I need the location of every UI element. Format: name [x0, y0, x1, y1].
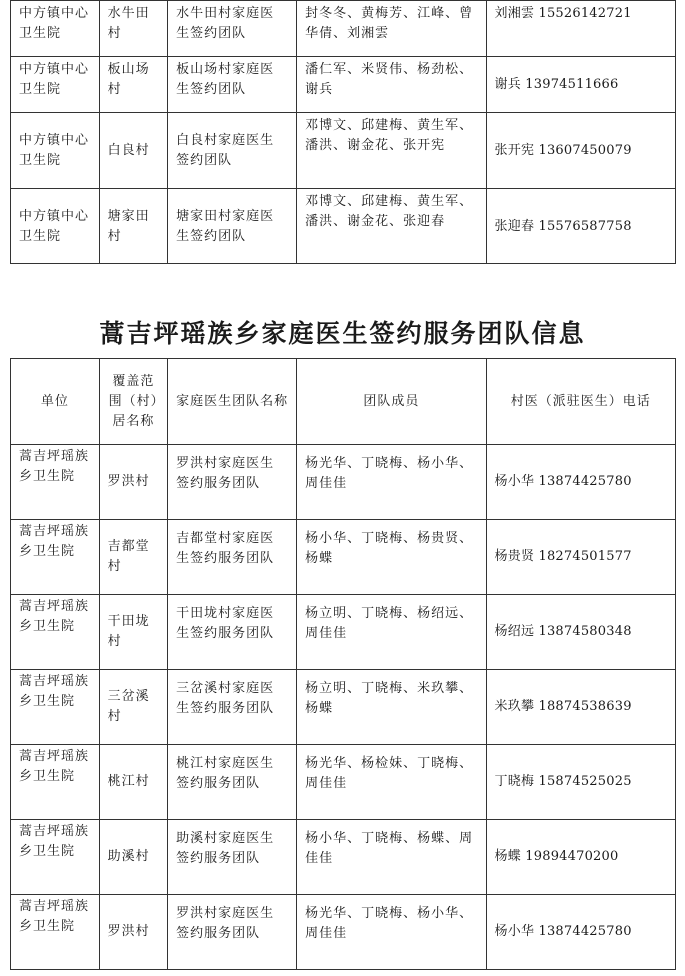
- table-row: [11, 57, 676, 113]
- members-cell: 邓博文、邱建梅、黄生军、潘洪、谢金花、张迎春: [297, 189, 486, 264]
- table-row: [11, 113, 676, 189]
- doctor-phone-cell: 杨蝶 19894470200: [486, 820, 675, 895]
- unit-cell: 中方镇中心卫生院: [11, 189, 100, 264]
- members-cell: 杨小华、丁晓梅、杨蝶、周佳佳: [297, 820, 486, 895]
- unit-cell: 蒿吉坪瑶族乡卫生院: [11, 670, 100, 745]
- team-cell: 助溪村家庭医生签约服务团队: [168, 820, 297, 895]
- doctor-phone-cell: 杨贵贤 18274501577: [486, 520, 675, 595]
- doctor-phone-cell: 张开宪 13607450079: [486, 113, 675, 189]
- doctor-phone-cell: 杨绍远 13874580348: [486, 595, 675, 670]
- table-header-row: [11, 359, 676, 445]
- doctor-phone-cell: 谢兵 13974511666: [486, 57, 675, 113]
- team-cell: 罗洪村家庭医生签约服务团队: [168, 895, 297, 970]
- table-row: [11, 820, 676, 895]
- village-cell: 桃江村: [99, 745, 168, 820]
- table-row: [11, 520, 676, 595]
- team-cell: 三岔溪村家庭医生签约服务团队: [168, 670, 297, 745]
- unit-cell: 中方镇中心卫生院: [11, 1, 100, 57]
- table-row: [11, 895, 676, 970]
- village-cell: 干田垅村: [99, 595, 168, 670]
- village-cell: 白良村: [99, 113, 168, 189]
- header-doctor-phone: 村医（派驻医生）电话: [486, 359, 675, 445]
- village-cell: 罗洪村: [99, 445, 168, 520]
- team-cell: 板山场村家庭医生签约团队: [168, 57, 297, 113]
- village-cell: 罗洪村: [99, 895, 168, 970]
- members-cell: 潘仁军、米贤伟、杨劲松、谢兵: [297, 57, 486, 113]
- members-cell: 杨光华、丁晓梅、杨小华、周佳佳: [297, 895, 486, 970]
- team-cell: 吉都堂村家庭医生签约服务团队: [168, 520, 297, 595]
- members-cell: 杨立明、丁晓梅、米玖攀、杨蝶: [297, 670, 486, 745]
- team-cell: 罗洪村家庭医生签约服务团队: [168, 445, 297, 520]
- members-cell: 封冬冬、黄梅芳、江峰、曾华倩、刘湘雲: [297, 1, 486, 57]
- members-cell: 杨光华、杨检妹、丁晓梅、周佳佳: [297, 745, 486, 820]
- team-cell: 白良村家庭医生签约团队: [168, 113, 297, 189]
- doctor-phone-cell: 米玖攀 18874538639: [486, 670, 675, 745]
- unit-cell: 蒿吉坪瑶族乡卫生院: [11, 745, 100, 820]
- unit-cell: 蒿吉坪瑶族乡卫生院: [11, 820, 100, 895]
- table-row: [11, 670, 676, 745]
- unit-cell: 蒿吉坪瑶族乡卫生院: [11, 520, 100, 595]
- unit-cell: 蒿吉坪瑶族乡卫生院: [11, 445, 100, 520]
- table-row: [11, 1, 676, 57]
- doctor-phone-cell: 刘湘雲 15526142721: [486, 1, 675, 57]
- header-team: 家庭医生团队名称: [168, 359, 297, 445]
- members-cell: 邓博文、邱建梅、黄生军、潘洪、谢金花、张开宪: [297, 113, 486, 189]
- table-row: [11, 445, 676, 520]
- members-cell: 杨立明、丁晓梅、杨绍远、周佳佳: [297, 595, 486, 670]
- header-unit: 单位: [11, 359, 100, 445]
- top-table: [10, 0, 676, 264]
- members-cell: 杨光华、丁晓梅、杨小华、周佳佳: [297, 445, 486, 520]
- unit-cell: 中方镇中心卫生院: [11, 113, 100, 189]
- team-cell: 干田垅村家庭医生签约服务团队: [168, 595, 297, 670]
- team-cell: 桃江村家庭医生签约服务团队: [168, 745, 297, 820]
- unit-cell: 中方镇中心卫生院: [11, 57, 100, 113]
- village-cell: 塘家田村: [99, 189, 168, 264]
- village-cell: 三岔溪村: [99, 670, 168, 745]
- village-cell: 助溪村: [99, 820, 168, 895]
- table-row: [11, 745, 676, 820]
- members-cell: 杨小华、丁晓梅、杨贵贤、杨蝶: [297, 520, 486, 595]
- header-members: 团队成员: [297, 359, 486, 445]
- team-cell: 塘家田村家庭医生签约团队: [168, 189, 297, 264]
- header-village: 覆盖范围（村）居名称: [99, 359, 168, 445]
- table-row: [11, 595, 676, 670]
- village-cell: 水牛田村: [99, 1, 168, 57]
- village-cell: 吉都堂村: [99, 520, 168, 595]
- unit-cell: 蒿吉坪瑶族乡卫生院: [11, 895, 100, 970]
- doctor-phone-cell: 杨小华 13874425780: [486, 895, 675, 970]
- team-cell: 水牛田村家庭医生签约团队: [168, 1, 297, 57]
- table-row: [11, 189, 676, 264]
- doctor-phone-cell: 杨小华 13874425780: [486, 445, 675, 520]
- doctor-phone-cell: 张迎春 15576587758: [486, 189, 675, 264]
- village-cell: 板山场村: [99, 57, 168, 113]
- doctor-phone-cell: 丁晓梅 15874525025: [486, 745, 675, 820]
- main-table: [10, 358, 676, 970]
- unit-cell: 蒿吉坪瑶族乡卫生院: [11, 595, 100, 670]
- section-title: 蒿吉坪瑶族乡家庭医生签约服务团队信息: [99, 319, 586, 348]
